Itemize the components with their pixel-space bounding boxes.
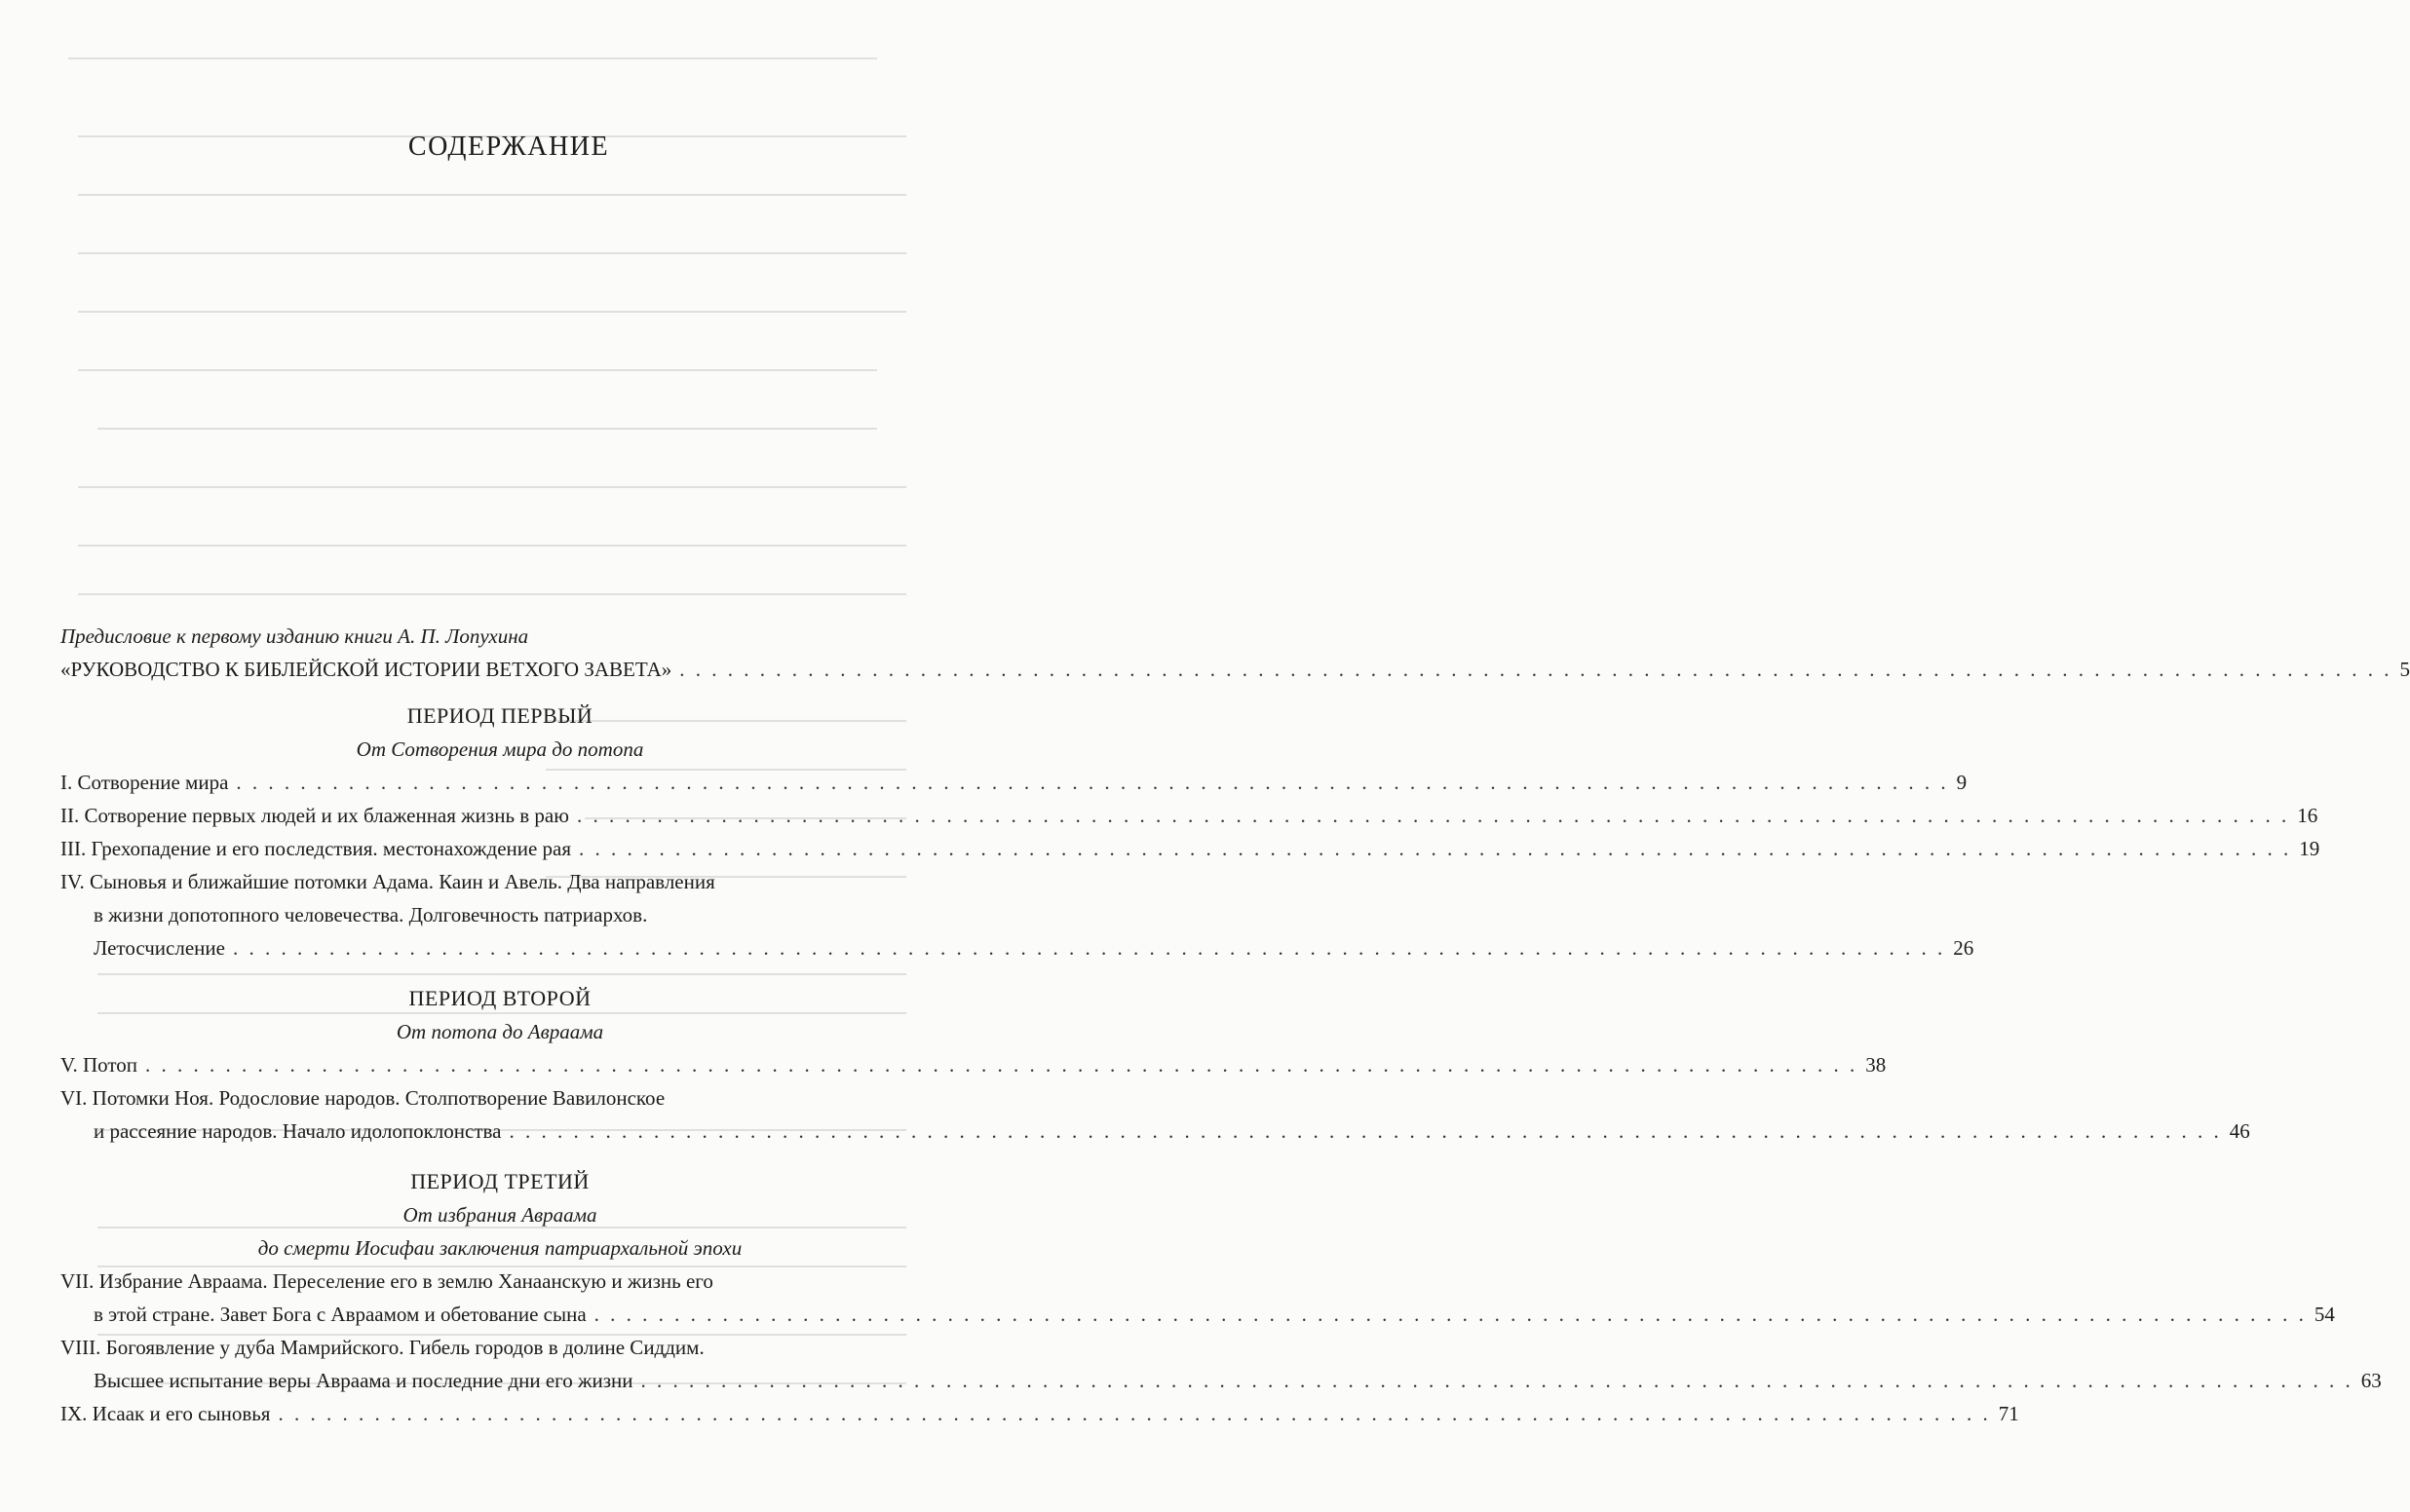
- period-2-heading: ПЕРИОД ВТОРОЙ: [408, 986, 592, 1010]
- dot-leader: . . . . . . . . . . . . . . . . . . . . . . . . . . . . . . . . . . . . . . . . . . . . . . . . . . . . . . . . . . . . . . . . . . . . . . . . . . . . . . . . . . . . . . . . . . . . . . . . . . . . . . . . . . .: [236, 771, 1949, 794]
- dot-leader: . . . . . . . . . . . . . . . . . . . . . . . . . . . . . . . . . . . . . . . . . . . . . . . . . . . . . . . . . . . . . . . . . . . . . . . . . . . . . . . . . . . . . . . . . . . . . . . . . . . . . . . . . . .: [576, 804, 2290, 827]
- period-3-subtitle-2: до смерти Иосифаи заключения патриархальной эпохи: [257, 1236, 743, 1260]
- dot-leader: . . . . . . . . . . . . . . . . . . . . . . . . . . . . . . . . . . . . . . . . . . . . . . . . . . . . . . . . . . . . . . . . . . . . . . . . . . . . . . . . . . . . . . . . . . . . . . . . . . . . . . . . . . .: [278, 1402, 1991, 1425]
- toc-entry-5: [60, 1048, 1887, 1081]
- period-2-subtitle: От потопа до Авраама: [396, 1020, 604, 1043]
- toc-entry-2: [60, 799, 2318, 832]
- toc-entry-3: [60, 832, 2320, 865]
- period-3-subtitle-1: От избрания Авраама: [402, 1203, 597, 1227]
- table-of-contents: [60, 131, 2410, 1430]
- preface-line-1: Предисловие к первому изданию книги А. П. Лопухина: [60, 624, 529, 648]
- entry-title: в этой стране. Завет Бога с Авраамом и обетование сына: [94, 1303, 587, 1326]
- dot-leader: . . . . . . . . . . . . . . . . . . . . . . . . . . . . . . . . . . . . . . . . . . . . . . . . . . . . . . . . . . . . . . . . . . . . . . . . . . . . . . . . . . . . . . . . . . . . . . . . . . . . . . . . . . .: [145, 1053, 1858, 1077]
- page-number: 5: [2399, 658, 2410, 681]
- dot-leader: . . . . . . . . . . . . . . . . . . . . . . . . . . . . . . . . . . . . . . . . . . . . . . . . . . . . . . . . . . . . . . . . . . . . . . . . . . . . . . . . . . . . . . . . . . . . . . . . . . . . . . . . . . .: [679, 658, 2392, 681]
- preface-line-2: «РУКОВОДСТВО К БИБЛЕЙСКОЙ ИСТОРИИ ВЕТХОГО ЗАВЕТА»: [60, 658, 672, 681]
- toc-entry-4-line-1: IV. Сыновья и ближайшие потомки Адама. Каин и Авель. Два направления: [60, 870, 715, 893]
- toc-entry-preface: [60, 653, 2410, 686]
- page-number: 71: [1998, 1402, 2019, 1425]
- entry-title: Летосчисление: [94, 936, 225, 960]
- toc-entry-7: [60, 1298, 2335, 1331]
- page-number: 19: [2299, 837, 2320, 860]
- entry-title: III. Грехопадение и его последствия. местонахождение рая: [60, 837, 572, 860]
- period-3-heading: ПЕРИОД ТРЕТИЙ: [410, 1169, 590, 1193]
- entry-title: I. Сотворение мира: [60, 771, 229, 794]
- page-number: 46: [2229, 1119, 2250, 1143]
- toc-entry-9: [60, 1397, 2019, 1430]
- toc-entry-1: [60, 766, 1968, 799]
- entry-title: IX. Исаак и его сыновья: [60, 1402, 271, 1425]
- entry-title: и рассеяние народов. Начало идолопоклонства: [94, 1119, 502, 1143]
- dot-leader: . . . . . . . . . . . . . . . . . . . . . . . . . . . . . . . . . . . . . . . . . . . . . . . . . . . . . . . . . . . . . . . . . . . . . . . . . . . . . . . . . . . . . . . . . . . . . . . . . . . . . . . . . . .: [232, 936, 1946, 960]
- dot-leader: . . . . . . . . . . . . . . . . . . . . . . . . . . . . . . . . . . . . . . . . . . . . . . . . . . . . . . . . . . . . . . . . . . . . . . . . . . . . . . . . . . . . . . . . . . . . . . . . . . . . . . . . . . .: [579, 837, 2292, 860]
- page-number: 63: [2360, 1369, 2382, 1392]
- page-number: 26: [1953, 936, 1974, 960]
- toc-entry-4-line-2: в жизни допотопного человечества. Долговечность патриархов.: [94, 903, 648, 926]
- toc-entry-7-line-1: VII. Избрание Авраама. Переселение его в землю Ханаанскую и жизнь его: [60, 1269, 713, 1293]
- period-1-heading: ПЕРИОД ПЕРВЫЙ: [406, 703, 593, 728]
- page-number: 16: [2297, 804, 2318, 827]
- toc-entry-8-line-1: VIII. Богоявление у дуба Мамрийского. Гибель городов в долине Сиддим.: [60, 1336, 705, 1359]
- page-title: СОДЕРЖАНИЕ: [407, 132, 610, 162]
- entry-title: V. Потоп: [60, 1053, 137, 1077]
- toc-entry-4: [60, 931, 1974, 964]
- toc-entry-8: [60, 1364, 2382, 1397]
- toc-entry-6-line-1: VI. Потомки Ноя. Родословие народов. Столпотворение Вавилонское: [60, 1086, 666, 1110]
- entry-title: Высшее испытание веры Авраама и последние дни его жизни: [94, 1369, 633, 1392]
- dot-leader: . . . . . . . . . . . . . . . . . . . . . . . . . . . . . . . . . . . . . . . . . . . . . . . . . . . . . . . . . . . . . . . . . . . . . . . . . . . . . . . . . . . . . . . . . . . . . . . . . . . . . . . . . . .: [640, 1369, 2353, 1392]
- dot-leader: . . . . . . . . . . . . . . . . . . . . . . . . . . . . . . . . . . . . . . . . . . . . . . . . . . . . . . . . . . . . . . . . . . . . . . . . . . . . . . . . . . . . . . . . . . . . . . . . . . . . . . . . . . .: [509, 1119, 2222, 1143]
- entry-title: II. Сотворение первых людей и их блаженная жизнь в раю: [60, 804, 569, 827]
- dot-leader: . . . . . . . . . . . . . . . . . . . . . . . . . . . . . . . . . . . . . . . . . . . . . . . . . . . . . . . . . . . . . . . . . . . . . . . . . . . . . . . . . . . . . . . . . . . . . . . . . . . . . . . . . . .: [593, 1303, 2307, 1326]
- page-number: 38: [1865, 1053, 1887, 1077]
- page-number: 54: [2314, 1303, 2335, 1326]
- page-number: 9: [1956, 771, 1968, 794]
- toc-entry-6: [60, 1115, 2250, 1148]
- period-1-subtitle: От Сотворения мира до потопа: [356, 737, 644, 761]
